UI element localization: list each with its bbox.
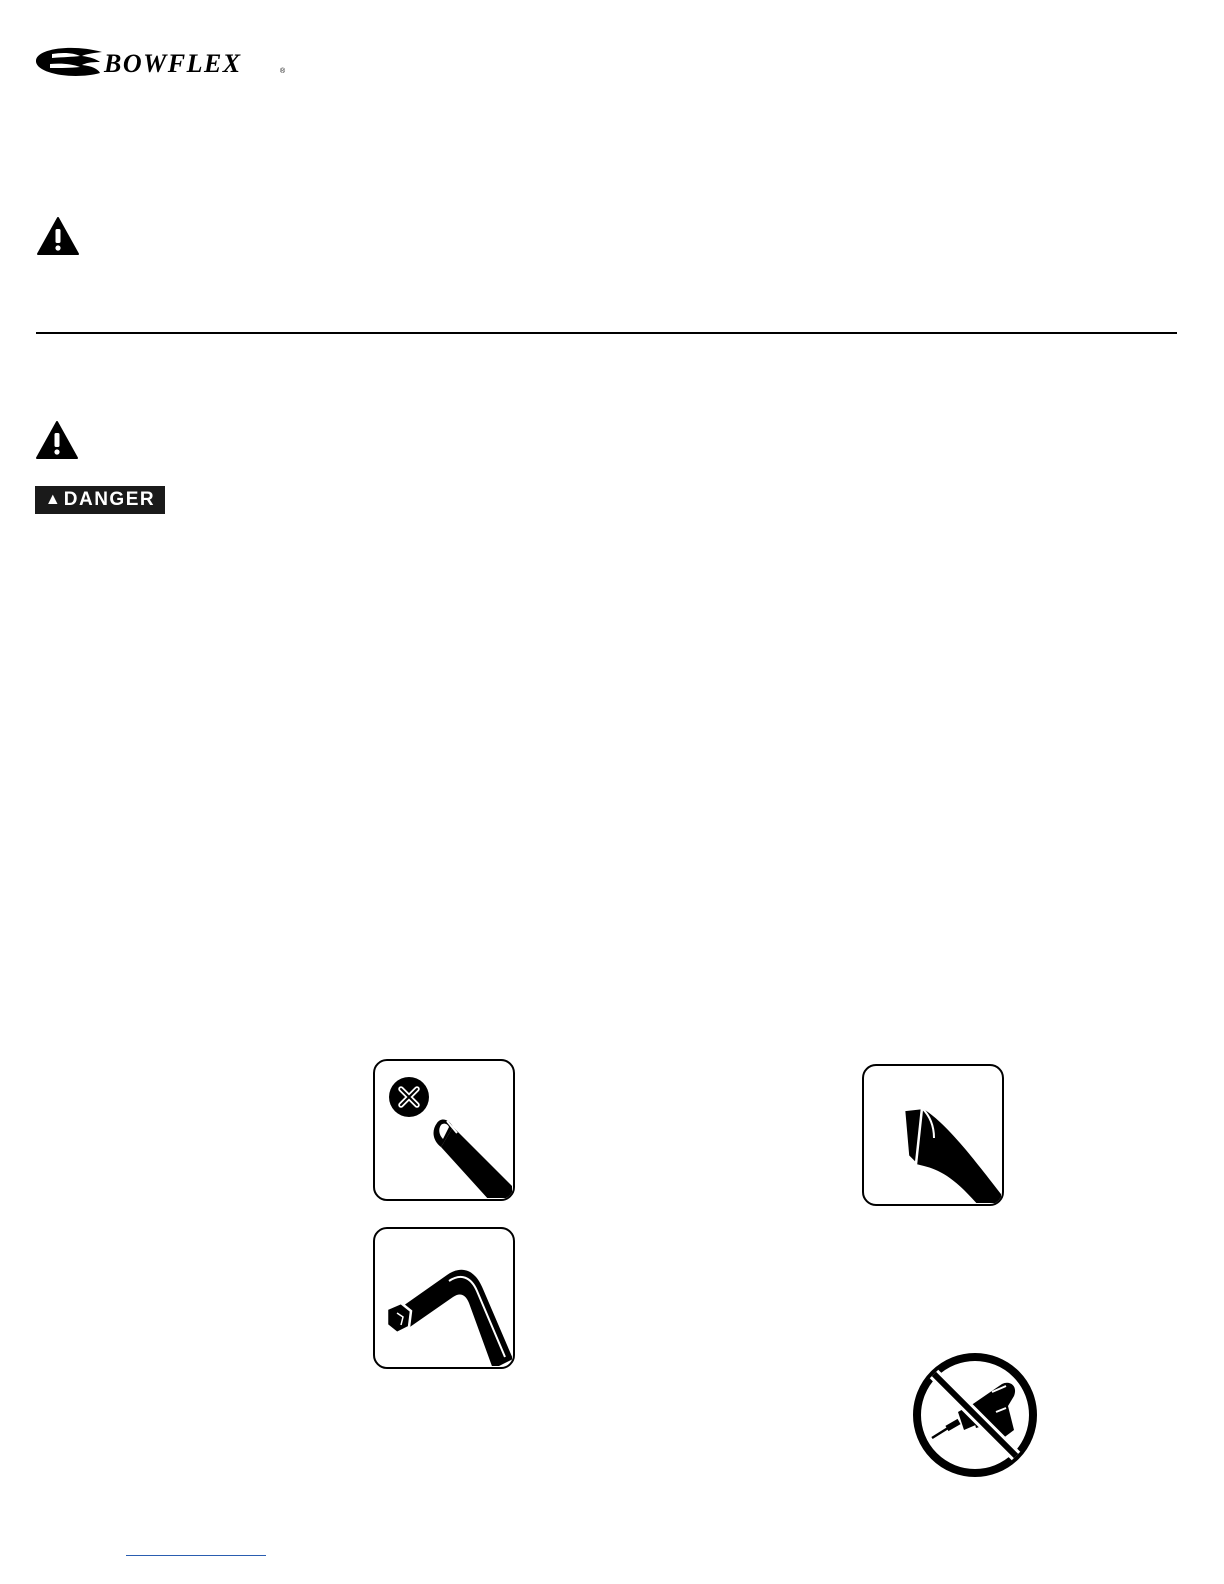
warning-triangle-icon [36, 216, 80, 256]
no-power-drill-icon [910, 1352, 1040, 1478]
hex-key-icon [373, 1227, 515, 1369]
link-underline[interactable] [126, 1555, 266, 1556]
bowflex-logo [34, 40, 294, 80]
section-divider [36, 332, 1177, 334]
danger-label [35, 486, 165, 514]
danger-triangle-icon: ▲ [44, 491, 61, 508]
flathead-screwdriver-icon [862, 1064, 1004, 1206]
warning-triangle-icon [35, 420, 79, 460]
danger-text: DANGER [63, 489, 156, 510]
brand-trademark: ® [280, 68, 286, 75]
brand-wordmark: BOWFLEX [104, 49, 242, 78]
phillips-screwdriver-icon [373, 1059, 515, 1201]
bowflex-swoosh-icon [34, 40, 294, 80]
